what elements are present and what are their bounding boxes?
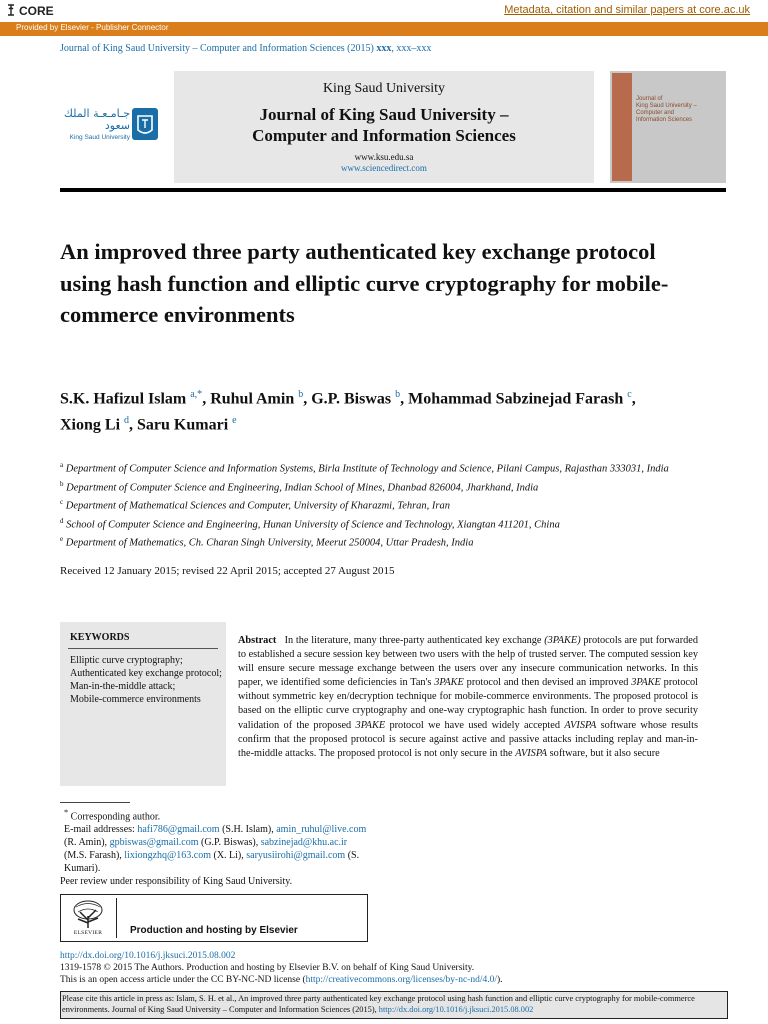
core-logo[interactable]: CORE <box>6 3 54 18</box>
keyword-item: Man-in-the-middle attack; <box>70 681 176 692</box>
university-name: King Saud University <box>322 81 446 96</box>
header-rule <box>60 188 726 192</box>
citation-doi-link[interactable]: http://dx.doi.org/10.1016/j.jksuci.2015.08.002 <box>378 1004 534 1014</box>
email-addresses: E-mail addresses: hafi786@gmail.com (S.H. Islam), amin_ruhul@live.com (R. Amin), gpbiswas@gmail.com (G.P. Biswas), sabzinejad@khu.ac.ir (M.S. Farash), lixiongzhq@163.com (X. Li), saryusiirohi@gmail.com (S. Kumari). <box>64 824 367 875</box>
peer-review-note: Peer review under responsibility of King Saud University. <box>60 876 293 888</box>
author-affiliation-marker[interactable]: a,* <box>190 389 203 400</box>
production-separator <box>116 898 117 938</box>
corresponding-author-note: Corresponding author. <box>70 811 161 823</box>
email-link[interactable]: gpbiswas@gmail.com <box>109 837 199 849</box>
keyword-item: Elliptic curve cryptography; <box>70 655 183 666</box>
ksu-logo <box>60 100 162 150</box>
provider-text: Provided by Elsevier - Publisher Connector <box>16 23 169 32</box>
ksu-url[interactable]: www.ksu.edu.sa <box>354 152 414 162</box>
author-list: S.K. Hafizul Islam $^{a,*}$, Ruhul Amin $^b$, G.P. Biswas $^b$, Mohammad Sabzinejad Farash $^c$, Xiong Li $^d$, Saru Kumari $^e$ <box>60 389 636 434</box>
production-text: Production and hosting by Elsevier <box>130 925 298 936</box>
citation-text: Please cite this article in press as: Islam, S. H. et al., An improved three party authenticated key exchange protocol using hash function and elliptic curve cryptography for mobile-commerce environments. Journal of King Saud University – Computer and Information Sciences (2015), http://dx.doi.org/10.1016/j.jksuci.2015.08.002 <box>62 994 695 1014</box>
doi-link[interactable]: http://dx.doi.org/10.1016/j.jksuci.2015.08.002 <box>60 951 236 961</box>
journal-title: Journal of King Saud University – Computer and Information Sciences <box>252 105 516 145</box>
author-name: Saru Kumari <box>137 416 229 434</box>
affiliation-item: $^a$ Department of Computer Science and Information Systems, Birla Institute of Technology and Science, Pilani Campus, Rajasthan 333031, India <box>60 461 669 475</box>
issn-line: 1319-1578 © 2015 The Authors. Production and hosting by Elsevier B.V. on behalf of King Saud University. <box>60 963 475 973</box>
email-link[interactable]: saryusiirohi@gmail.com <box>246 850 346 862</box>
keyword-item: Mobile-commerce environments <box>70 694 201 705</box>
journal-cover-spine <box>612 73 632 181</box>
author-affiliation-marker[interactable]: b <box>395 389 401 400</box>
author-name: Ruhul Amin <box>210 390 295 408</box>
author-name: S.K. Hafizul Islam <box>60 390 187 408</box>
author-affiliation-marker[interactable]: d <box>124 415 130 427</box>
keywords-list <box>70 654 222 706</box>
author-affiliation-marker[interactable]: c <box>627 389 632 400</box>
email-link[interactable]: hafi786@gmail.com <box>137 824 220 836</box>
journal-reference-line: Journal of King Saud University – Computer and Information Sciences (2015) xxx, xxx–xxx <box>60 43 432 54</box>
author-affiliation-marker[interactable]: b <box>298 389 304 400</box>
ksu-logo-arabic: جـامـعـة الملك سعود <box>63 107 130 132</box>
email-link[interactable]: lixiongzhq@163.com <box>124 850 211 862</box>
email-link[interactable]: amin_ruhul@live.com <box>276 824 367 836</box>
keywords-heading: KEYWORDS <box>70 632 130 643</box>
affiliation-item: $^b$ Department of Computer Science and Engineering, Indian School of Mines, Dhanbad 826004, Jharkhand, India <box>60 479 539 493</box>
author-name: G.P. Biswas <box>311 390 392 408</box>
footnote-rule <box>60 802 130 803</box>
abstract-text: Abstract In the literature, many three-party authenticated key exchange (3PAKE) protocols are put forwarded to established a secure session key between two users with the help of trusted server. The computed session key will ensure secure message exchange between the users over any insecure communication networks. In this paper, we identified some deficiencies in Tan's 3PAKE protocol and then devised an improved 3PAKE protocol without symmetric key en/decryption technique for mobile-commerce environments. The proposed protocol is based on the elliptic curve cryptography and one-way cryptographic hash function. In order to prove security validation of the proposed 3PAKE protocol we have used widely accepted AVISPA software whose results confirm that the proposed protocol is secure against active and passive attacks including replay and man-in-the-middle attacks. The proposed protocol is not only secure in the AVISPA software, but it also secure <box>238 635 699 759</box>
keyword-item: Authenticated key exchange protocol; <box>70 668 222 679</box>
license-line: This is an open access article under the CC BY-NC-ND license (http://creativecommons.org/licenses/by-nc-nd/4.0/). <box>60 975 503 985</box>
core-metadata-link[interactable]: Metadata, citation and similar papers at core.ac.uk <box>504 4 750 16</box>
doi-block <box>60 950 503 986</box>
footnotes: * Corresponding author. E-mail addresses: hafi786@gmail.com (S.H. Islam), amin_ruhul@live.com (R. Amin), gpbiswas@gmail.com (G.P. Biswas), sabzinejad@khu.ac.ir (M.S. Farash), lixiongzhq@163.com (X. Li), saryusiirohi@gmail.com (S. Kumari). Peer review under responsibility of King Saud University. <box>60 806 372 888</box>
license-link[interactable]: http://creativecommons.org/licenses/by-nc-nd/4.0/ <box>305 975 497 985</box>
elsevier-logo-text: ELSEVIER <box>73 930 103 936</box>
journal-cover-text: Journal of King Saud University – Computer and Information Sciences <box>636 96 697 123</box>
affiliation-item: $^e$ Department of Mathematics, Ch. Charan Singh University, Meerut 250004, Uttar Pradesh, India <box>60 535 474 549</box>
core-logo-icon <box>6 3 16 17</box>
author-name: Mohammad Sabzinejad Farash <box>408 390 624 408</box>
email-link[interactable]: sabzinejad@khu.ac.ir <box>260 837 348 849</box>
received-dates: Received 12 January 2015; revised 22 April 2015; accepted 27 August 2015 <box>60 565 395 577</box>
sciencedirect-url[interactable]: www.sciencedirect.com <box>341 163 427 173</box>
affiliation-item: $^d$ School of Computer Science and Engineering, Hunan University of Science and Technology, Xiangtan 411201, China <box>60 516 560 530</box>
author-name: Xiong Li <box>60 416 121 434</box>
author-affiliation-marker[interactable]: e <box>232 415 237 427</box>
affiliation-list <box>60 458 726 551</box>
keywords-rule <box>68 648 218 649</box>
affiliation-item: $^c$ Department of Mathematical Sciences and Computer, University of Kharazmi, Tehran, Iran <box>60 498 451 512</box>
article-title: An improved three party authenticated key exchange protocol using hash function and elliptic curve cryptography for mobile-commerce environments <box>60 239 669 327</box>
ksu-logo-english: King Saud University <box>69 134 130 141</box>
elsevier-logo <box>66 898 110 938</box>
provider-bar <box>0 22 768 36</box>
